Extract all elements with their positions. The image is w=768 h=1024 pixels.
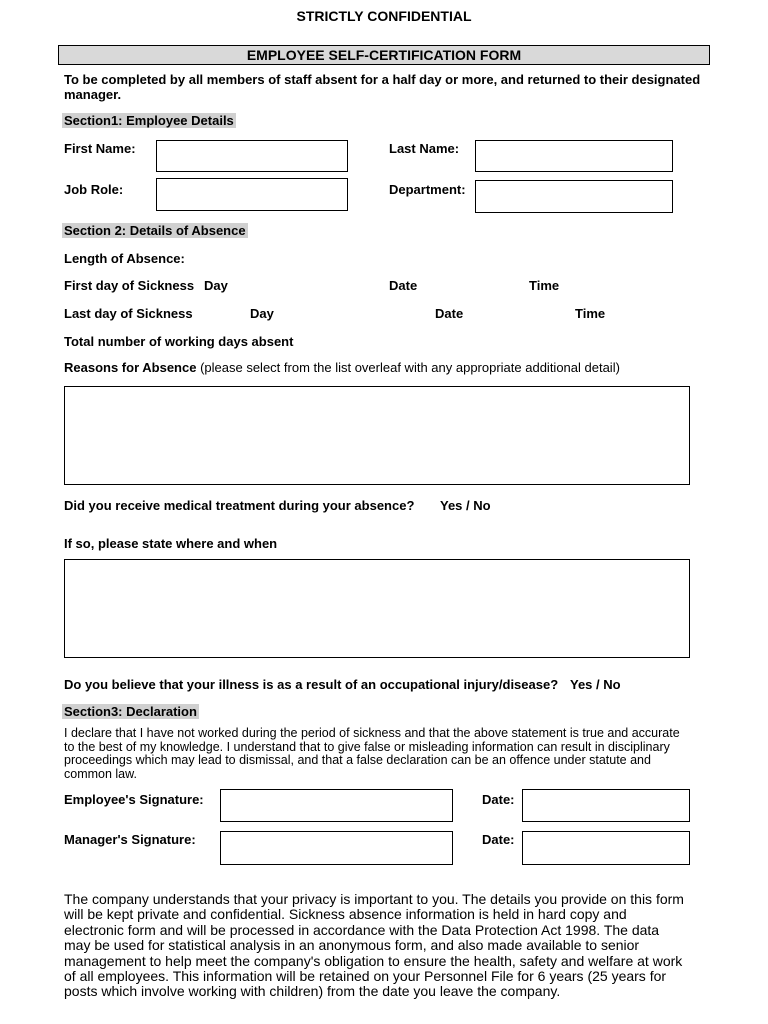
- privacy-notice: The company understands that your privacy is important to you. The details you provide on this form will be kept private and confidential. Sickness absence information is held in hard copy and electronic form and will be processed in accordance with the Data Protection Act 1998. The data may be used for statistical analysis in an anonymous form, and also made available to senior management to help meet the company's obligation to ensure the health, safety and welfare at work of all employees. This information will be retained on your Personnel File for 6 years (25 years for posts which involve working with children) from the date you leave the company.: [64, 891, 684, 1000]
- occupational-question: Do you believe that your illness is as a result of an occupational injury/disease?: [64, 677, 559, 692]
- department-field[interactable]: [475, 180, 673, 213]
- manager-signature-label: Manager's Signature:: [64, 832, 196, 847]
- employee-signature-label: Employee's Signature:: [64, 792, 204, 807]
- last-day-label: Last day of Sickness: [64, 306, 193, 321]
- job-role-label: Job Role:: [64, 182, 124, 197]
- manager-date-label: Date:: [482, 832, 515, 847]
- section2-heading: Section 2: Details of Absence: [64, 223, 246, 238]
- section3-heading: Section3: Declaration: [64, 704, 197, 719]
- last-day-time-label: Time: [575, 306, 606, 321]
- last-name-field[interactable]: [475, 140, 673, 172]
- employee-date-label: Date:: [482, 792, 515, 807]
- first-name-label: First Name:: [64, 141, 136, 156]
- first-day-day-label: Day: [204, 278, 228, 293]
- intro-text: To be completed by all members of staff absent for a half day or more, and returned to their designated manager.: [64, 72, 701, 102]
- total-days-label: Total number of working days absent: [64, 334, 294, 349]
- last-name-label: Last Name:: [389, 141, 460, 156]
- medical-question: Did you receive medical treatment during your absence?: [64, 498, 415, 513]
- employee-signature-field[interactable]: [220, 789, 453, 822]
- section1-heading: Section1: Employee Details: [64, 113, 234, 128]
- reasons-label: Reasons for Absence (please select from the list overleaf with any appropriate additional detail): [64, 360, 620, 375]
- first-name-field[interactable]: [156, 140, 348, 172]
- manager-date-field[interactable]: [522, 831, 690, 865]
- confidential-label: STRICTLY CONFIDENTIAL: [296, 8, 472, 24]
- where-when-label: If so, please state where and when: [64, 536, 278, 551]
- manager-signature-field[interactable]: [220, 831, 453, 865]
- form-title: EMPLOYEE SELF-CERTIFICATION FORM: [58, 45, 710, 65]
- first-day-date-label: Date: [389, 278, 418, 293]
- declaration-text: I declare that I have not worked during the period of sickness and that the above statement is true and accurate to the best of my knowledge. I understand that to give false or misleading information can result in disciplinary proceedings which may lead to dismissal, and that a false declaration can be an offence under statute and common law.: [64, 726, 680, 781]
- where-when-field[interactable]: [64, 559, 690, 658]
- employee-date-field[interactable]: [522, 789, 690, 822]
- last-day-date-label: Date: [435, 306, 464, 321]
- job-role-field[interactable]: [156, 178, 348, 211]
- medical-yes-no[interactable]: Yes / No: [440, 498, 491, 513]
- occupational-yes-no[interactable]: Yes / No: [570, 677, 621, 692]
- first-day-time-label: Time: [529, 278, 560, 293]
- department-label: Department:: [389, 182, 466, 197]
- last-day-day-label: Day: [250, 306, 274, 321]
- reasons-field[interactable]: [64, 386, 690, 485]
- first-day-label: First day of Sickness: [64, 278, 195, 293]
- length-of-absence-label: Length of Absence:: [64, 251, 185, 266]
